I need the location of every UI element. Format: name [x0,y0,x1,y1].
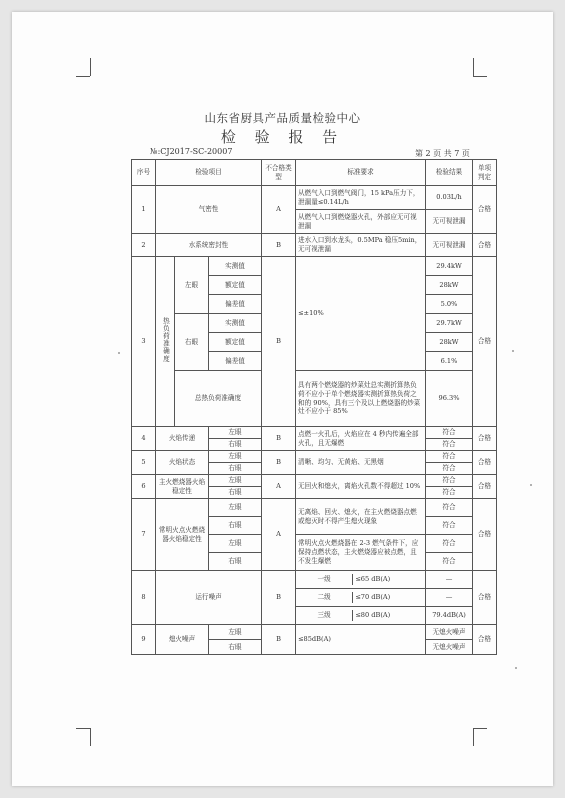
cell-eye: 右眼 [209,463,262,475]
cell-group [156,257,175,427]
cell-standard: ≤85dB(A) [296,625,426,655]
cell-standard: ≤±10% [296,257,426,371]
cell-subitem: 额定值 [209,276,262,295]
header-category: 不合格类型 [262,160,296,186]
cell-standard: 从燃气入口到燃气阀门，15 kPa压力下，泄漏量≤0.14L/h [296,186,426,210]
cell-item: 气密性 [156,186,262,234]
noise-limit: ≤70 dB(A) [355,593,391,602]
table-row [132,475,497,487]
cell-standard [296,589,426,607]
scan-speck [530,484,532,486]
header-verdict: 单项判定 [473,160,497,186]
cell-result: 28kW [426,276,473,295]
cell-subitem: 实测值 [209,257,262,276]
cell-seq: 2 [132,234,156,257]
cell-category: B [262,427,296,451]
cell-subitem: 偏差值 [209,352,262,371]
cell-category: B [262,571,296,625]
cell-result: 符合 [426,517,473,535]
cell-result: 符合 [426,553,473,571]
cell-seq: 7 [132,499,156,571]
cell-category: B [262,451,296,475]
noise-limit: ≤80 dB(A) [355,611,391,620]
cell-standard: 从燃气入口到燃烧器火孔，外部应无可视泄漏 [296,210,426,234]
cell-subitem: 实测值 [209,314,262,333]
cell-eye: 右眼 [209,553,262,571]
crop-mark-bottom-left-h [76,728,90,729]
table-row [132,371,497,427]
cell-result: 符合 [426,427,473,439]
scan-speck [515,667,517,669]
scan-speck [118,352,120,354]
cell-result: 无熄火噪声 [426,625,473,640]
cell-seq: 3 [132,257,156,427]
cell-item: 常明火点火燃烧器火焰稳定性 [156,499,209,571]
noise-level-row [296,610,425,621]
cell-eye: 左眼 [175,257,209,314]
cell-seq: 8 [132,571,156,625]
noise-level: 二级 [296,592,353,603]
cell-result: 96.3% [426,371,473,427]
noise-limit: ≤65 dB(A) [355,575,391,584]
table-row [132,571,497,589]
cell-result: 符合 [426,535,473,553]
cell-standard: 进水入口到水龙头，0.5MPa 稳压5min，无可视泄漏 [296,234,426,257]
cell-seq: 9 [132,625,156,655]
cell-result: — [426,589,473,607]
page-indicator: 第 2 页 共 7 页 [415,149,470,158]
cell-standard: 常明火点火燃烧器在 2-3 燃气条件下，应保持点燃状态，主火燃烧器应被点燃，且不发生爆燃 [296,535,426,571]
cell-standard [296,607,426,625]
cell-item: 熄火噪声 [156,625,209,655]
cell-standard: 具有两个燃烧器的炒菜灶总实测折算热负荷不应小于单个燃烧器实测折算热负荷之和的 90%，具有三个及以上燃烧器的炒菜灶不应小于 85% [296,371,426,427]
cell-eye: 右眼 [209,487,262,499]
cell-result: 无可视泄漏 [426,210,473,234]
cell-result: 0.03L/h [426,186,473,210]
cell-result: 符合 [426,463,473,475]
noise-level-row [296,592,425,603]
cell-standard: 无离焰、回火、熄火，在主火燃烧器点燃或熄灭时不得产生熄火现象 [296,499,426,535]
cell-result: 符合 [426,499,473,517]
cell-subitem: 总热负荷准确度 [175,371,262,427]
table-row [132,257,497,276]
cell-eye: 左眼 [209,475,262,487]
cell-verdict: 合格 [473,451,497,475]
cell-result: 符合 [426,451,473,463]
cell-eye: 左眼 [209,535,262,553]
table-row [132,499,497,517]
cell-category: B [262,234,296,257]
cell-verdict: 合格 [473,234,497,257]
cell-category: A [262,499,296,571]
cell-result: 符合 [426,439,473,451]
cell-standard: 点燃一火孔后，火焰应在 4 秒内传遍全部火孔，且无爆燃 [296,427,426,451]
cell-category: A [262,475,296,499]
cell-result: 29.4kW [426,257,473,276]
cell-eye: 左眼 [209,451,262,463]
cell-seq: 1 [132,186,156,234]
cell-item: 水系统密封性 [156,234,262,257]
cell-verdict: 合格 [473,186,497,234]
cell-item: 火焰状态 [156,451,209,475]
cell-verdict: 合格 [473,475,497,499]
table-row [132,186,497,210]
cell-result: 符合 [426,487,473,499]
cell-verdict: 合格 [473,571,497,625]
inspection-table [131,159,497,655]
cell-standard: 清晰、均匀、无黄焰、无黑烟 [296,451,426,475]
header-standard: 标准要求 [296,160,426,186]
scan-speck [512,350,514,352]
cell-result: — [426,571,473,589]
crop-mark-top-right-h [473,76,487,77]
crop-mark-bottom-right [473,728,474,746]
cell-seq: 4 [132,427,156,451]
cell-result: 29.7kW [426,314,473,333]
cell-subitem: 偏差值 [209,295,262,314]
crop-mark-top-left-h [76,76,90,77]
cell-category: A [262,186,296,234]
report-number: №:CJ2017-SC-20007 [150,147,233,156]
header-result: 检验结果 [426,160,473,186]
cell-result: 符合 [426,475,473,487]
cell-category: B [262,257,296,427]
cell-eye: 左眼 [209,427,262,439]
cell-eye: 左眼 [209,499,262,517]
cell-result: 6.1% [426,352,473,371]
table-row [132,234,497,257]
issuing-organization: 山东省厨具产品质量检验中心 [204,111,361,125]
header-seq: 序号 [132,160,156,186]
cell-item: 运行噪声 [156,571,262,625]
cell-item: 火焰传递 [156,427,209,451]
group-label: 热负荷准确度 [161,317,170,363]
cell-standard: 无回火和熄火，离焰火孔数不得超过 10% [296,475,426,499]
table-row [132,427,497,439]
cell-result: 无可视泄漏 [426,234,473,257]
header-item: 检验项目 [156,160,262,186]
cell-eye: 右眼 [209,439,262,451]
crop-mark-bottom-right-h [473,728,487,729]
cell-verdict: 合格 [473,427,497,451]
noise-level: 三级 [296,610,353,621]
cell-result: 无熄火噪声 [426,640,473,655]
cell-category: B [262,625,296,655]
crop-mark-top-left [90,58,91,76]
cell-verdict: 合格 [473,499,497,571]
cell-result: 5.0% [426,295,473,314]
noise-level: 一级 [296,574,353,585]
cell-verdict: 合格 [473,257,497,427]
table-header-row [132,160,497,186]
cell-item: 主火燃烧器火焰稳定性 [156,475,209,499]
cell-verdict: 合格 [473,625,497,655]
cell-subitem: 额定值 [209,333,262,352]
cell-eye: 右眼 [209,640,262,655]
cell-seq: 5 [132,451,156,475]
report-title: 检 验 报 告 [220,128,345,146]
crop-mark-bottom-left [90,728,91,746]
cell-result: 28kW [426,333,473,352]
table-row [132,451,497,463]
crop-mark-top-right [473,58,474,76]
cell-eye: 左眼 [209,625,262,640]
cell-eye: 右眼 [175,314,209,371]
cell-standard [296,571,426,589]
cell-eye: 右眼 [209,517,262,535]
noise-level-row [296,574,425,585]
cell-result: 79.4dB(A) [426,607,473,625]
table-row [132,625,497,640]
cell-seq: 6 [132,475,156,499]
